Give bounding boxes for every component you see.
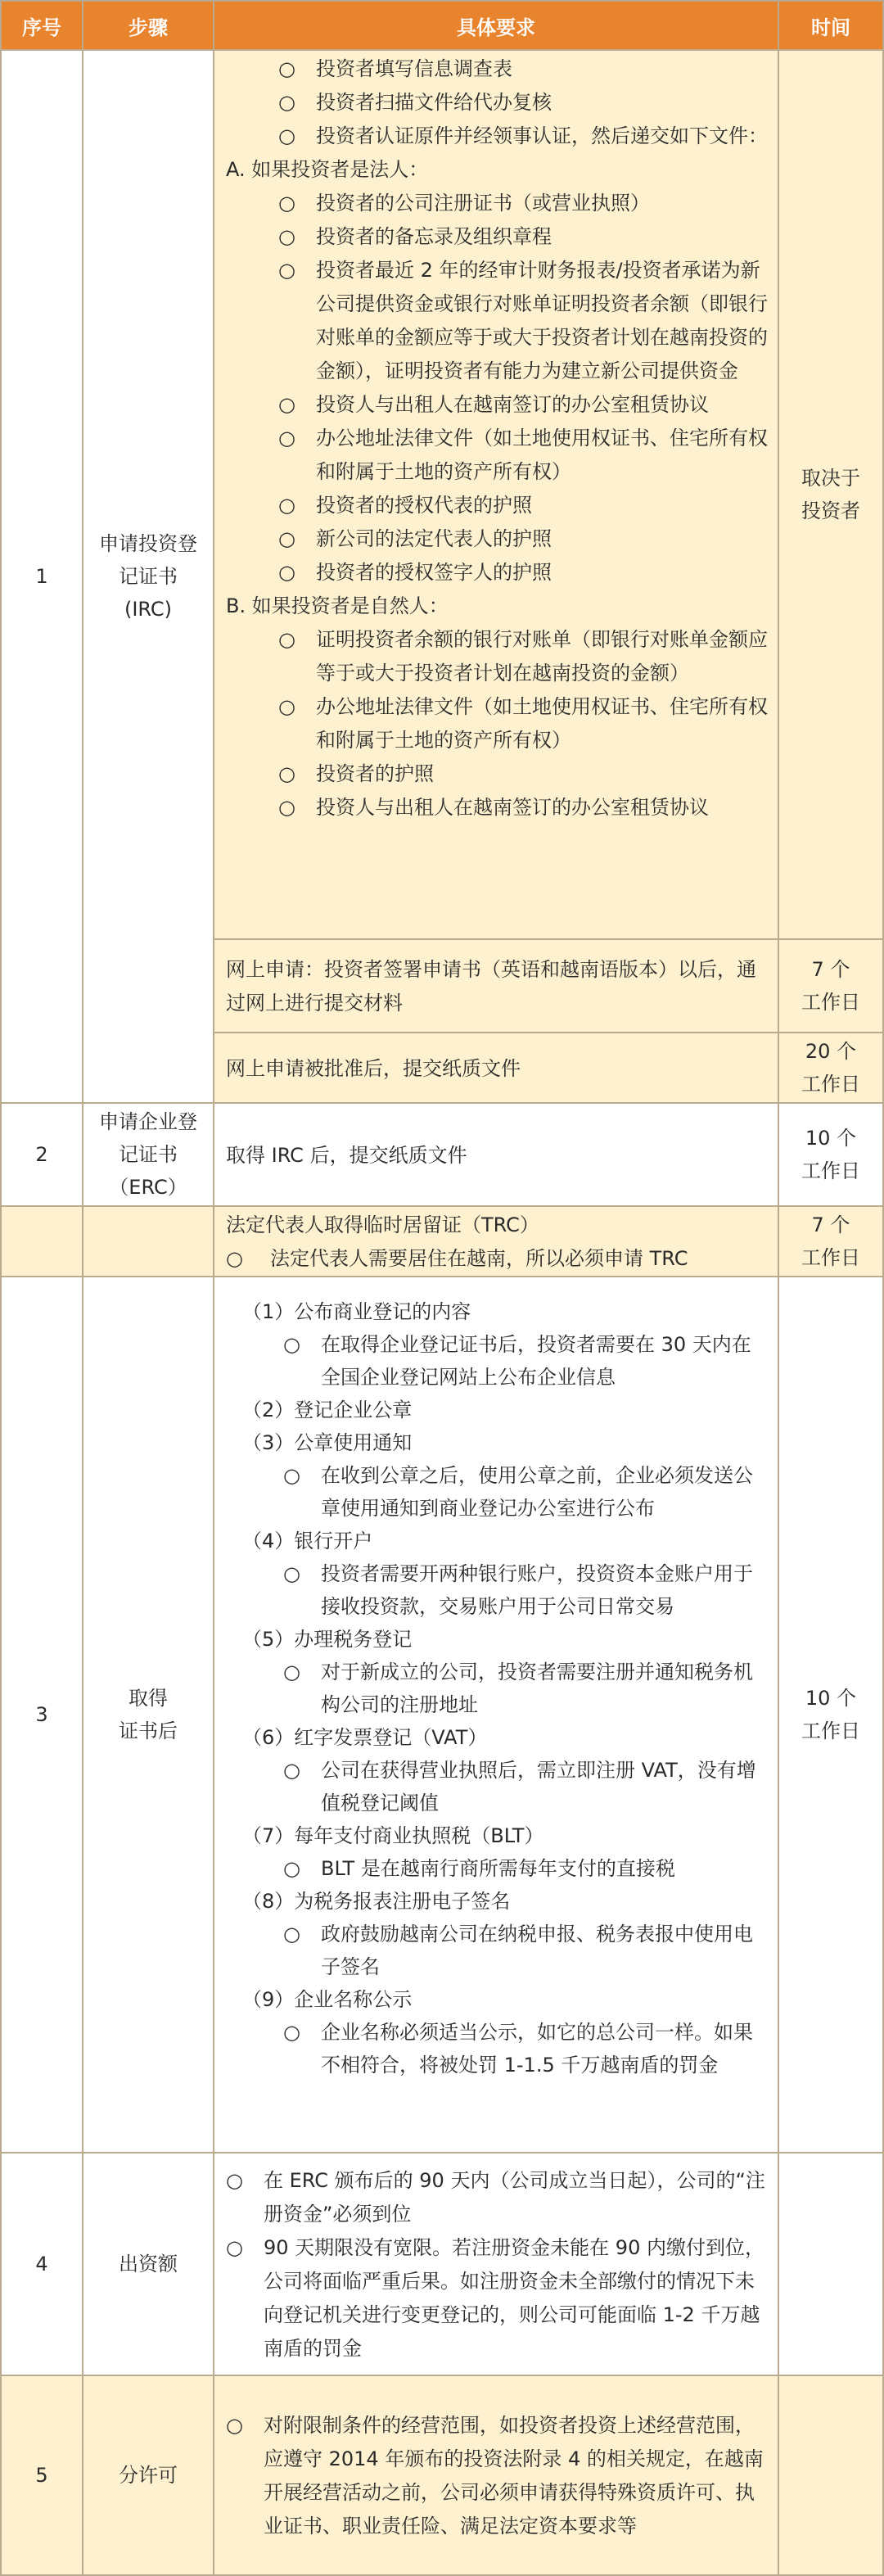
row4-step-label: 出资额 xyxy=(119,2253,178,2275)
section-title: （7）每年支付商业执照税（BLT） xyxy=(242,1824,544,1847)
row2-step-line: 记证书 xyxy=(119,1143,178,1166)
bullet-item: ○ 投资者的授权签字人的护照 xyxy=(226,556,769,590)
header-no xyxy=(0,0,83,51)
paper-time-line: 工作日 xyxy=(801,1073,860,1096)
row2-no xyxy=(0,1102,83,1207)
bullet-item: ○ 投资人与出租人在越南签订的办公室租赁协议 xyxy=(226,791,769,825)
row2-time xyxy=(778,1102,884,1207)
row5-requirements xyxy=(213,2375,779,2576)
row1-paper-submission xyxy=(213,1032,779,1104)
section-bullet: ○ 公司在获得营业执照后，需立即注册 VAT，没有增值税登记阈值 xyxy=(226,1754,769,1819)
row2-step-line: 申请企业登 xyxy=(99,1110,197,1133)
row5-step-label: 分许可 xyxy=(119,2464,178,2487)
bullet-item: ○ 投资者最近 2 年的经审计财务报表/投资者承诺为新公司提供资金或银行对账单证明投资者余额（即银行对账单的金额应等于或大于投资者计划在越南投资的金额），证明投资者有能力为建立新公司提供资金 xyxy=(226,254,769,388)
bullet-item: ○ 投资者填写信息调查表 xyxy=(226,52,769,86)
row3-no-label: 3 xyxy=(35,1703,48,1726)
row1-online-time xyxy=(778,938,884,1033)
bullet-item: ○ 办公地址法律文件（如土地使用权证书、住宅所有权和附属于土地的资产所有权） xyxy=(226,422,769,489)
bullet-item: ○ 办公地址法律文件（如土地使用权证书、住宅所有权和附属于土地的资产所有权） xyxy=(226,690,769,757)
bullet-item: ○ 在 ERC 颁布后的 90 天内（公司成立当日起），公司的“注册资金”必须到位 xyxy=(226,2164,769,2231)
section-title: （3）公章使用通知 xyxy=(242,1431,413,1454)
row4-no-label: 4 xyxy=(35,2253,48,2275)
row5-step xyxy=(82,2375,214,2576)
row2-step-line: （ERC） xyxy=(109,1176,187,1199)
row1-step-line: (IRC) xyxy=(124,598,173,621)
trc-step xyxy=(82,1205,214,1277)
row2-requirements xyxy=(213,1102,779,1207)
section-title: （2）登记企业公章 xyxy=(242,1399,413,1421)
trc-time-line: 工作日 xyxy=(801,1246,860,1269)
row1-step-line: 记证书 xyxy=(119,565,178,588)
section-bullet: ○ 在取得企业登记证书后，投资者需要在 30 天内在全国企业登记网站上公布企业信息 xyxy=(226,1328,769,1394)
row1-time-line: 投资者 xyxy=(801,499,860,522)
row1-no xyxy=(0,49,83,1104)
section-bullet: ○ 投资者需要开两种银行账户，投资资本金账户用于接收投资款，交易账户用于公司日常交易 xyxy=(226,1557,769,1623)
section-title: （6）红字发票登记（VAT） xyxy=(242,1726,488,1749)
row5-no xyxy=(0,2375,83,2576)
bullet-item: ○ 新公司的法定代表人的护照 xyxy=(226,522,769,556)
row5-time xyxy=(778,2375,884,2576)
section-title: （9）企业名称公示 xyxy=(242,1988,413,2011)
paper-time-line: 20 个 xyxy=(805,1040,857,1063)
section-bullet: ○ 在收到公章之后，使用公章之前，企业必须发送公章使用通知到商业登记办公室进行公布 xyxy=(226,1459,769,1525)
bullet-item: ○ 投资者的备忘录及组织章程 xyxy=(226,220,769,254)
row3-no xyxy=(0,1276,83,2153)
section-title: （8）为税务报表注册电子签名 xyxy=(242,1890,511,1913)
bullet-item: ○ 对附限制条件的经营范围，如投资者投资上述经营范围，应遵守 2014 年颁布的投资法附录 4 的相关规定，在越南开展经营活动之前，公司必须申请获得特殊资质许可、执业证书、职业责任险、满足法定资本要求等 xyxy=(226,2409,769,2543)
row3-requirements xyxy=(213,1276,779,2153)
trc-time xyxy=(778,1205,884,1277)
header-requirements xyxy=(213,0,779,51)
row3-time xyxy=(778,1276,884,2153)
header-requirements-label: 具体要求 xyxy=(457,16,535,39)
header-time xyxy=(778,0,884,51)
row4-no xyxy=(0,2152,83,2376)
row2-step xyxy=(82,1102,214,1207)
bullet-item: ○ 投资者认证原件并经领事认证，然后递交如下文件： xyxy=(226,120,769,153)
header-step-label: 步骤 xyxy=(129,16,168,39)
bullet-item: ○ 90 天期限没有宽限。若注册资金未能在 90 内缴付到位，公司将面临严重后果。如注册资金未全部缴付的情况下未向登记机关进行变更登记的，则公司可能面临 1-2 千万越南盾的罚金 xyxy=(226,2231,769,2366)
trc-time-line: 7 个 xyxy=(811,1213,850,1236)
header-step xyxy=(82,0,214,51)
online-time-line: 7 个 xyxy=(811,958,850,981)
row5-no-label: 5 xyxy=(35,2464,48,2487)
row1-paper-time xyxy=(778,1032,884,1104)
header-no-label: 序号 xyxy=(22,16,61,39)
section-title: （4）银行开户 xyxy=(242,1530,373,1552)
row4-step xyxy=(82,2152,214,2376)
bullet-item: ○ 投资人与出租人在越南签订的办公室租赁协议 xyxy=(226,388,769,422)
section-bullet: ○ 政府鼓励越南公司在纳税申报、税务表报中使用电子签名 xyxy=(226,1918,769,1983)
online-time-line: 工作日 xyxy=(801,991,860,1014)
row2-time-line: 10 个 xyxy=(805,1127,857,1150)
trc-requirements xyxy=(213,1205,779,1277)
case-b-label: B. 如果投资者是自然人： xyxy=(226,594,449,617)
header-time-label: 时间 xyxy=(811,16,850,39)
trc-title: 法定代表人取得临时居留证（TRC） xyxy=(226,1213,539,1236)
row1-time-line: 取决于 xyxy=(801,467,860,490)
row3-step-line: 证书后 xyxy=(119,1720,178,1742)
bullet-item: ○ 证明投资者余额的银行对账单（即银行对账单金额应等于或大于投资者计划在越南投资的金额） xyxy=(226,623,769,690)
online-application-text: 网上申请：投资者签署申请书（英语和越南语版本）以后，通过网上进行提交材料 xyxy=(226,958,756,1015)
row1-requirements xyxy=(213,49,779,940)
row2-no-label: 2 xyxy=(35,1143,48,1166)
row1-online-application xyxy=(213,938,779,1033)
bullet-item: ○ 投资者的公司注册证书（或营业执照） xyxy=(226,187,769,220)
row2-requirement-text: 取得 IRC 后，提交纸质文件 xyxy=(226,1143,467,1167)
row2-time-line: 工作日 xyxy=(801,1159,860,1182)
row1-step-line: 申请投资登 xyxy=(99,532,197,555)
row1-time xyxy=(778,49,884,940)
row3-step xyxy=(82,1276,214,2153)
section-title: （1）公布商业登记的内容 xyxy=(242,1300,471,1323)
row1-step xyxy=(82,49,214,1104)
section-title: （5）办理税务登记 xyxy=(242,1628,413,1651)
paper-submission-text: 网上申请被批准后，提交纸质文件 xyxy=(226,1056,521,1080)
case-a-label: A. 如果投资者是法人： xyxy=(226,158,429,181)
section-bullet: ○ 对于新成立的公司，投资者需要注册并通知税务机构公司的注册地址 xyxy=(226,1656,769,1721)
row4-requirements xyxy=(213,2152,779,2376)
row4-time xyxy=(778,2152,884,2376)
row3-time-line: 工作日 xyxy=(801,1720,860,1742)
trc-bullet: ○ 法定代表人需要居住在越南，所以必须申请 TRC xyxy=(226,1242,769,1276)
section-bullet: ○ BLT 是在越南行商所需每年支付的直接税 xyxy=(226,1852,769,1885)
trc-no xyxy=(0,1205,83,1277)
bullet-item: ○ 投资者扫描文件给代办复核 xyxy=(226,86,769,120)
row3-time-line: 10 个 xyxy=(805,1687,857,1710)
row1-no-label: 1 xyxy=(35,565,48,588)
bullet-item: ○ 投资者的授权代表的护照 xyxy=(226,489,769,522)
section-bullet: ○ 企业名称必须适当公示，如它的总公司一样。如果不相符合，将被处罚 1-1.5 千万越南盾的罚金 xyxy=(226,2016,769,2081)
row3-step-line: 取得 xyxy=(129,1687,168,1710)
bullet-item: ○ 投资者的护照 xyxy=(226,757,769,791)
